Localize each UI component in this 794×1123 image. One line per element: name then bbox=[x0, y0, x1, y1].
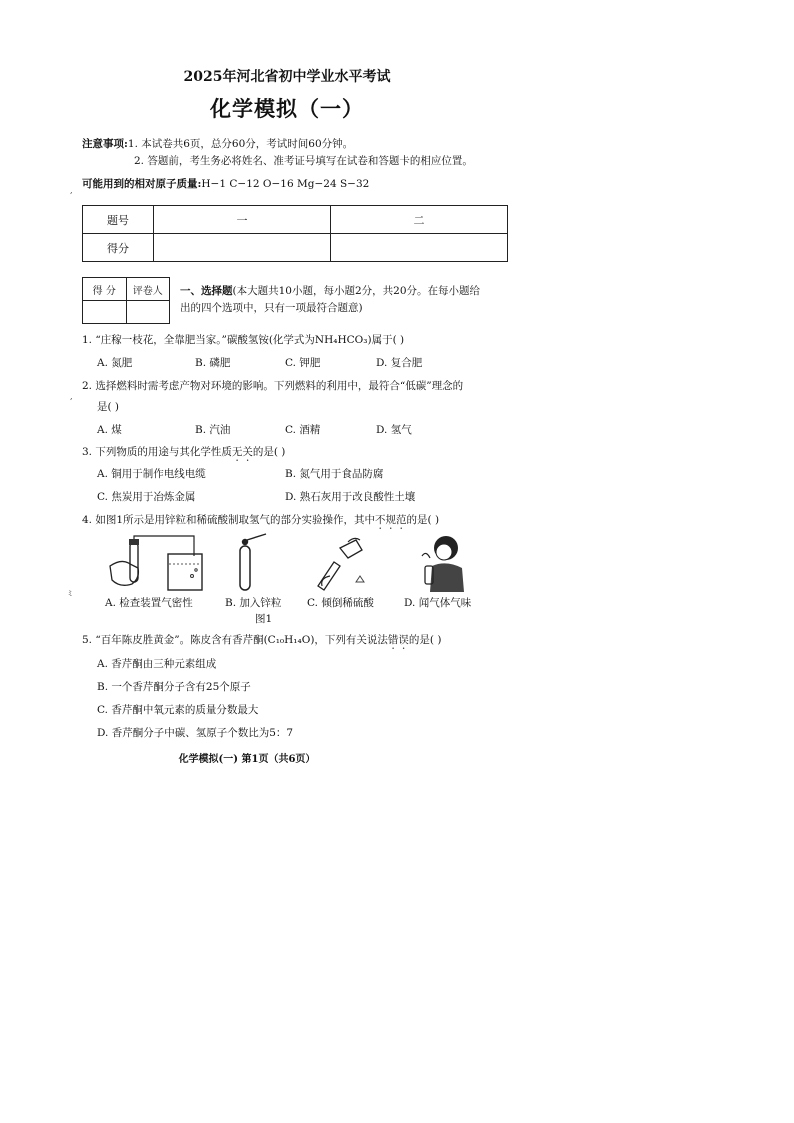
question-2-option-a[interactable]: A. 煤 bbox=[97, 424, 122, 436]
question-5-option-b[interactable]: B. 一个香芹酮分子含有25个原子 bbox=[97, 681, 251, 693]
figure-d-smell-gas-icon bbox=[416, 532, 468, 592]
grader-score-cell[interactable] bbox=[83, 301, 127, 324]
grader-table bbox=[82, 277, 170, 324]
question-2-option-d[interactable]: D. 氢气 bbox=[376, 424, 412, 436]
question-2-option-c[interactable]: C. 酒精 bbox=[285, 424, 321, 436]
question-4-stem-post: 的是( ) bbox=[406, 514, 440, 526]
figure-1-caption: 图1 bbox=[255, 613, 273, 625]
exam-title: 2025年河北省初中学业水平考试 bbox=[183, 69, 391, 85]
atomic-label: 可能用到的相对原子质量: bbox=[82, 178, 202, 190]
grader-name-label: 评卷人 bbox=[126, 278, 170, 301]
question-4-stem bbox=[82, 512, 439, 532]
grader-score-label: 得 分 bbox=[83, 278, 127, 301]
question-4-option-a[interactable]: A. 检查装置气密性 bbox=[105, 597, 193, 609]
atomic-values: H−1 C−12 O−16 Mg−24 S−32 bbox=[201, 178, 370, 190]
subject-title: 化学模拟（一） bbox=[210, 96, 364, 121]
question-2-option-b[interactable]: B. 汽油 bbox=[195, 424, 231, 436]
question-4-option-b[interactable]: B. 加入锌粒 bbox=[225, 597, 282, 609]
score-cell-part2[interactable] bbox=[331, 234, 508, 262]
scan-edge-mark: ﾐ bbox=[68, 589, 72, 598]
page-footer: 化学模拟(一) 第1页（共6页） bbox=[178, 754, 316, 765]
score-table-header-question: 题号 bbox=[83, 206, 154, 234]
score-table-header-part1: 一 bbox=[154, 206, 331, 234]
question-4-option-c[interactable]: C. 倾倒稀硫酸 bbox=[307, 597, 374, 609]
question-3-option-a[interactable]: A. 铜用于制作电线电缆 bbox=[97, 468, 206, 480]
question-1-option-b[interactable]: B. 磷肥 bbox=[195, 357, 231, 369]
score-table bbox=[82, 205, 508, 262]
exam-notes bbox=[82, 136, 473, 170]
scan-edge-mark: , bbox=[70, 186, 73, 195]
question-1-option-d[interactable]: D. 复合肥 bbox=[376, 357, 423, 369]
question-1-option-c[interactable]: C. 钾肥 bbox=[285, 357, 321, 369]
question-1-stem: 1. “庄稼一枝花，全靠肥当家。”碳酸氢铵(化学式为NH₄HCO₃)属于( ) bbox=[82, 334, 405, 346]
score-cell-part1[interactable] bbox=[154, 234, 331, 262]
notes-label: 注意事项: bbox=[82, 138, 128, 150]
question-3-stem bbox=[82, 444, 285, 464]
figure-c-pour-acid-icon bbox=[312, 532, 372, 592]
question-1-option-a[interactable]: A. 氮肥 bbox=[97, 357, 133, 369]
score-table-row-label: 得分 bbox=[83, 234, 154, 262]
section-1-intro bbox=[180, 283, 480, 317]
question-2-stem: 2. 选择燃料时需考虑产物对环境的影响。下列燃料的利用中，最符合“低碳”理念的 bbox=[82, 380, 464, 392]
scan-edge-mark: , bbox=[70, 392, 73, 401]
question-3-stem-post: 的是( ) bbox=[252, 446, 286, 458]
atomic-masses bbox=[82, 176, 369, 191]
question-4-stem-pre: 4. 如图1所示是用锌粒和稀硫酸制取氢气的部分实验操作，其中 bbox=[82, 514, 376, 526]
question-4-option-d[interactable]: D. 闻气体气味 bbox=[404, 597, 472, 609]
section-1-line-1: (本大题共10小题，每小题2分，共20分。在每小题给 bbox=[232, 285, 480, 297]
question-5-stem-post: 的是( ) bbox=[408, 634, 442, 646]
question-3-stem-pre: 3. 下列物质的用途与其化学性质 bbox=[82, 446, 232, 458]
score-table-header-part2: 二 bbox=[331, 206, 508, 234]
question-5-option-c[interactable]: C. 香芹酮中氧元素的质量分数最大 bbox=[97, 704, 259, 716]
grader-name-cell[interactable] bbox=[126, 301, 170, 324]
question-5-option-d[interactable]: D. 香芹酮分子中碳、氢原子个数比为5：7 bbox=[97, 727, 294, 739]
question-3-option-c[interactable]: C. 焦炭用于冶炼金属 bbox=[97, 491, 196, 503]
figure-a-airtightness-icon bbox=[108, 536, 208, 592]
section-1-title: 一、选择题 bbox=[180, 285, 233, 297]
question-5-stem-pre: 5. “百年陈皮胜黄金”。陈皮含有香芹酮(C₁₀H₁₄O)，下列有关说法 bbox=[82, 634, 388, 646]
question-3-emphasis: 无关 bbox=[231, 446, 253, 458]
question-3-option-d[interactable]: D. 熟石灰用于改良酸性土壤 bbox=[285, 491, 416, 503]
question-5-stem bbox=[82, 632, 441, 652]
question-3-option-b[interactable]: B. 氮气用于食品防腐 bbox=[285, 468, 384, 480]
question-5-emphasis: 错误 bbox=[387, 634, 409, 646]
section-1-line-2: 出的四个选项中，只有一项最符合题意) bbox=[180, 302, 363, 314]
question-5-option-a[interactable]: A. 香芹酮由三种元素组成 bbox=[97, 658, 217, 670]
figure-b-zinc-granules-icon bbox=[232, 532, 272, 592]
notes-item-1: 1. 本试卷共6页，总分60分，考试时间60分钟。 bbox=[127, 138, 354, 150]
question-2-stem-cont: 是( ) bbox=[97, 401, 120, 413]
notes-item-2: 2. 答题前，考生务必将姓名、准考证号填写在试卷和答题卡的相应位置。 bbox=[134, 155, 473, 167]
question-4-emphasis: 不规范 bbox=[375, 514, 407, 526]
